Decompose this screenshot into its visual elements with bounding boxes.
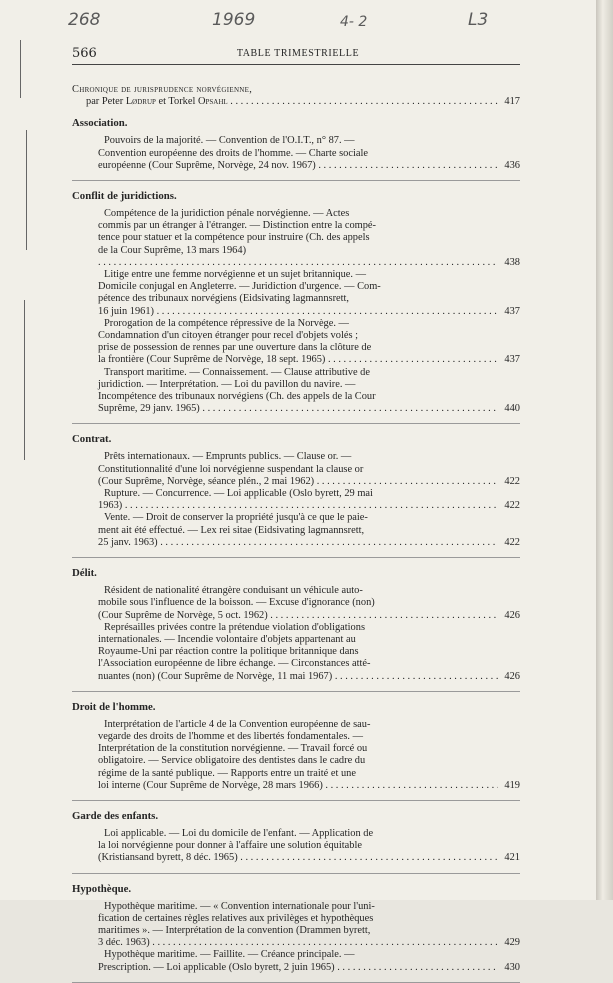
entry-leader-line bbox=[72, 257, 520, 269]
entry-line: Condamnation d'un citoyen étranger pour recel d'objets volés ; bbox=[98, 330, 358, 342]
chronique-authors: par Peter Lødrup et Torkel Opsahl . . . 417 bbox=[72, 96, 520, 108]
handwritten-note-d: L3 bbox=[468, 10, 489, 30]
entry-line: régime de la santé publique. — Rapports entre un traité et une bbox=[98, 767, 356, 779]
section bbox=[72, 190, 520, 424]
entry-line: Compétence de la juridiction pénale norvégienne. — Actes bbox=[104, 208, 350, 220]
entry bbox=[72, 585, 520, 622]
page-ref: 426 bbox=[504, 609, 520, 621]
page-ref: 437 bbox=[504, 305, 520, 317]
entry bbox=[72, 949, 520, 973]
section-divider bbox=[72, 423, 520, 424]
entry-line: Rupture. — Concurrence. — Loi applicable (Oslo byrett, 29 mai bbox=[104, 488, 373, 500]
entry-last-line: européenne (Cour Suprême, Norvège, 24 nov. 1967) . . . bbox=[98, 160, 498, 172]
entry-line: Loi applicable. — Loi du domicile de l'enfant. — Application de bbox=[104, 827, 374, 839]
section bbox=[72, 701, 520, 801]
section bbox=[72, 433, 520, 558]
entry-last-line: loi interne (Cour Suprême de Norvège, 28 mars 1966) . . . bbox=[98, 780, 498, 792]
entry-line: fication de certaines règles relatives aux privilèges et hypothèques bbox=[98, 912, 374, 924]
entry-last-line: (Kristiansand byrett, 8 déc. 1965) . . . bbox=[98, 852, 498, 864]
section-title: Association. bbox=[72, 117, 128, 130]
section bbox=[72, 567, 520, 692]
entry-line: Résident de nationalité étrangère conduisant un véhicule auto- bbox=[104, 585, 363, 597]
page-ref: 437 bbox=[504, 354, 520, 366]
page-ref: 426 bbox=[504, 670, 520, 682]
entry bbox=[72, 622, 520, 683]
entry-line: internationales. — Incendie volontaire d'objets appartenant au bbox=[98, 633, 356, 645]
entry bbox=[72, 901, 520, 950]
page-ref: 422 bbox=[504, 500, 520, 512]
entry-leader-line bbox=[72, 403, 520, 415]
entry bbox=[72, 828, 520, 865]
entry-leader-line bbox=[72, 476, 520, 488]
page-ref: 422 bbox=[504, 536, 520, 548]
section-divider bbox=[72, 691, 520, 692]
section-divider bbox=[72, 180, 520, 181]
entry-line: commis par un étranger à l'étranger. — Distinction entre la compé- bbox=[98, 220, 376, 232]
entry-line: vegarde des droits de l'homme et des libertés fondamentales. — bbox=[98, 730, 364, 742]
section bbox=[72, 883, 520, 983]
page-ref: 419 bbox=[504, 779, 520, 791]
author-name: Lødrup bbox=[125, 96, 156, 108]
section bbox=[72, 117, 520, 181]
entry-leader-line bbox=[72, 671, 520, 683]
page-ref: 421 bbox=[504, 852, 520, 864]
page-ref: 436 bbox=[504, 159, 520, 171]
page-ref: 440 bbox=[504, 403, 520, 415]
entry-line: Transport maritime. — Connaissement. — Clause attributive de bbox=[104, 366, 370, 378]
entry-leader-line bbox=[72, 780, 520, 792]
section-divider bbox=[72, 873, 520, 874]
page-ref: 422 bbox=[504, 475, 520, 487]
entry-line: Domicile conjugal en Angleterre. — Juridiction d'urgence. — Com- bbox=[98, 281, 381, 293]
entry-line: prise de possession de rennes par une ouverture dans la clôture de bbox=[98, 342, 372, 354]
entry-line: Vente. — Droit de conserver la propriété jusqu'à ce que le paie- bbox=[104, 512, 368, 524]
page-number: 566 bbox=[72, 46, 97, 61]
entry-leader-line bbox=[72, 852, 520, 864]
entry bbox=[72, 367, 520, 416]
entry-line: Interprétation de l'article 4 de la Convention européenne de sau- bbox=[104, 718, 371, 730]
entry-line: tence pour statuer et la compétence pour instruire (Ch. des appels bbox=[98, 232, 370, 244]
table-of-contents bbox=[72, 84, 520, 983]
entry bbox=[72, 488, 520, 512]
entry-last-line: 3 déc. 1963) . . . bbox=[98, 937, 498, 949]
section-title: Droit de l'homme. bbox=[72, 700, 156, 713]
entry-last-line: 25 janv. 1963) . . . bbox=[98, 537, 498, 549]
entry-line: Hypothèque maritime. — Faillite. — Créance principale. — bbox=[104, 949, 355, 961]
entry-line: l'Association européenne de libre échange. — Circonstances atté- bbox=[98, 658, 371, 670]
entry-line: Constitutionnalité d'une loi norvégienne suspendant la clause or bbox=[98, 463, 364, 475]
section-title: Délit. bbox=[72, 567, 97, 580]
running-title: TABLE TRIMESTRIELLE bbox=[236, 48, 360, 59]
entry-leader-line bbox=[72, 354, 520, 366]
entry bbox=[72, 512, 520, 549]
entry-leader-line bbox=[72, 610, 520, 622]
entry-line: la loi norvégienne pour donner à l'affaire une solution équitable bbox=[98, 840, 362, 852]
entry-line: Pouvoirs de la majorité. — Convention de l'O.I.T., n° 87. — bbox=[104, 135, 355, 147]
margin-mark bbox=[24, 300, 25, 460]
entry bbox=[72, 318, 520, 367]
entry-last-line: Prescription. — Loi applicable (Oslo byrett, 2 juin 1965) . . . bbox=[98, 962, 498, 974]
chronique-title: Chronique de jurisprudence norvégienne, bbox=[72, 84, 253, 95]
entry-line: Hypothèque maritime. — « Convention internationale pour l'uni- bbox=[104, 900, 375, 912]
entry-last-line: Suprême, 29 janv. 1965) . . . bbox=[98, 403, 498, 415]
section-title: Hypothèque. bbox=[72, 882, 132, 895]
entry-last-line: la frontière (Cour Suprême de Norvège, 18 sept. 1965) . . . bbox=[98, 354, 498, 366]
entry-line: juridiction. — Interprétation. — Loi du pavillon du navire. — bbox=[98, 378, 356, 390]
header-rule bbox=[72, 64, 520, 65]
entry-leader-line bbox=[72, 306, 520, 318]
entry-last-line: 1963) . . . bbox=[98, 500, 498, 512]
section-divider bbox=[72, 557, 520, 558]
entry-leader-line bbox=[72, 160, 520, 172]
entry-last-line bbox=[98, 257, 498, 269]
entry-line: Incompétence des tribunaux norvégiens (Ch. des appels de la Cour bbox=[98, 391, 376, 403]
entry-line: mobile sous l'influence de la boisson. — Excuse d'ignorance (non) bbox=[98, 597, 375, 609]
entry bbox=[72, 719, 520, 792]
section-title: Garde des enfants. bbox=[72, 809, 159, 822]
margin-mark bbox=[26, 130, 27, 250]
page-ref: 429 bbox=[504, 937, 520, 949]
handwritten-note-c: 4- 2 bbox=[340, 14, 368, 30]
entry-line: Interprétation de la constitution norvégienne. — Travail forcé ou bbox=[98, 743, 368, 755]
entry-line: Royaume-Uni par réaction contre la politique britannique dans bbox=[98, 646, 359, 658]
entry bbox=[72, 451, 520, 488]
entry-last-line: (Cour Suprême de Norvège, 5 oct. 1962) . . . bbox=[98, 610, 498, 622]
section-divider bbox=[72, 800, 520, 801]
entry-line: pétence des tribunaux norvégiens (Eidsivating lagmannsrett, bbox=[98, 293, 350, 305]
entry-last-line: nuantes (non) (Cour Suprême de Norvège, 11 mai 1967) . . . bbox=[98, 671, 498, 683]
page-ref: 417 bbox=[504, 96, 520, 108]
entry-line: maritimes ». — Interprétation de la convention (Drammen byrett, bbox=[98, 924, 371, 936]
page-edge bbox=[596, 0, 613, 900]
page-ref: 438 bbox=[504, 256, 520, 268]
entry-line: Litige entre une femme norvégienne et un sujet britannique. — bbox=[104, 269, 366, 281]
handwritten-note-a: 268 bbox=[68, 10, 101, 30]
entry-line: Convention européenne des droits de l'homme. — Charte sociale bbox=[98, 147, 368, 159]
entry-line: Représailles privées contre la prétendue violation d'obligations bbox=[104, 621, 365, 633]
section bbox=[72, 810, 520, 874]
entry-last-line: (Cour Suprême, Norvège, séance plén., 2 mai 1962) . . . bbox=[98, 476, 498, 488]
entry-last-line: 16 juin 1961) . . . bbox=[98, 306, 498, 318]
entry-line: ment ait été effectué. — Lex rei sitae (Eidsivating lagmannsrett, bbox=[98, 524, 365, 536]
entry-leader-line bbox=[72, 937, 520, 949]
entry-line: Prêts internationaux. — Emprunts publics. — Clause or. — bbox=[104, 451, 352, 463]
section-title: Conflit de juridictions. bbox=[72, 190, 177, 203]
section-title: Contrat. bbox=[72, 433, 112, 446]
entry-line: obligatoire. — Service obligatoire des dentistes dans le cadre du bbox=[98, 755, 366, 767]
entry bbox=[72, 135, 520, 172]
entry-leader-line bbox=[72, 537, 520, 549]
entry-leader-line bbox=[72, 962, 520, 974]
entry-leader-line bbox=[72, 500, 520, 512]
entry-line: Prorogation de la compétence répressive de la Norvège. — bbox=[104, 317, 349, 329]
page-ref: 430 bbox=[504, 961, 520, 973]
entry bbox=[72, 269, 520, 318]
handwritten-note-b: 1969 bbox=[212, 10, 256, 30]
entry-line: de la Cour Suprême, 13 mars 1964) bbox=[98, 244, 247, 256]
entry bbox=[72, 208, 520, 269]
author-name: Opsahl bbox=[197, 96, 228, 108]
